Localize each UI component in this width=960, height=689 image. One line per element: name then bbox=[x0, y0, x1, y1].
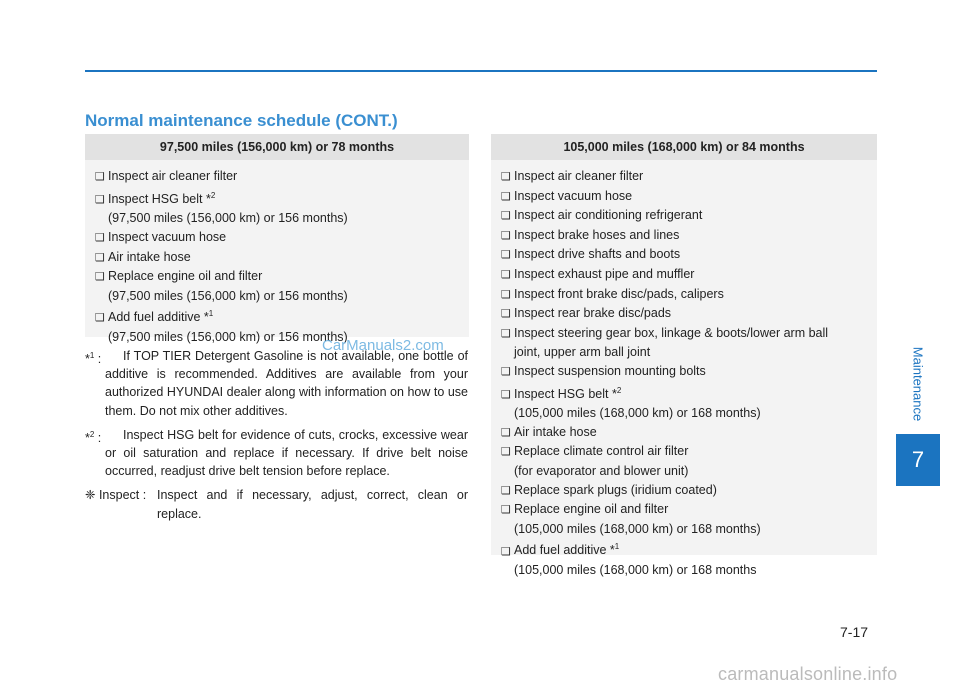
footnote-text: Inspect HSG belt for evidence of cuts, crocks, excessive wear or oil saturation and replace if necessary. If drive belt noise occurred, readjust drive belt tension before replace. bbox=[105, 427, 468, 479]
checkbox-icon: ❑ bbox=[501, 249, 511, 262]
checkbox-icon: ❑ bbox=[95, 251, 105, 264]
footnote-text: Inspect and if necessary, adjust, correct, clean or replace. bbox=[157, 488, 468, 521]
footnote-2 bbox=[85, 426, 468, 481]
schedule-item-text: Inspect HSG belt * bbox=[108, 191, 211, 206]
top-divider bbox=[85, 70, 877, 72]
checkbox-icon: ❑ bbox=[501, 210, 511, 223]
schedule-item bbox=[95, 187, 459, 210]
footnotes bbox=[85, 347, 468, 529]
schedule-item bbox=[501, 304, 867, 324]
schedule-item bbox=[501, 500, 867, 520]
schedule-item-text: Air intake hose bbox=[108, 249, 191, 264]
schedule-item bbox=[501, 481, 867, 501]
chapter-label-text: Maintenance bbox=[910, 346, 926, 422]
schedule-table-97500 bbox=[85, 134, 469, 345]
schedule-item-note: (97,500 miles (156,000 km) or 156 months) bbox=[108, 330, 348, 345]
schedule-item bbox=[501, 324, 867, 344]
checkbox-icon: ❑ bbox=[501, 190, 511, 203]
schedule-item bbox=[501, 423, 867, 443]
footer-watermark: carmanualsonline.info bbox=[718, 664, 898, 684]
schedule-item-text: Inspect air conditioning refrigerant bbox=[514, 208, 703, 223]
schedule-item-text: Inspect front brake disc/pads, calipers bbox=[514, 286, 724, 301]
schedule-heading bbox=[85, 134, 469, 160]
schedule-item-list bbox=[85, 160, 469, 347]
schedule-heading bbox=[491, 134, 877, 160]
schedule-item bbox=[501, 265, 867, 285]
schedule-item bbox=[501, 226, 867, 246]
checkbox-icon: ❑ bbox=[501, 308, 511, 321]
schedule-item-note: (97,500 miles (156,000 km) or 156 months) bbox=[108, 211, 348, 226]
footnote-marker: *$^2$ : bbox=[85, 429, 102, 445]
chapter-label bbox=[910, 342, 926, 426]
checkbox-icon: ❑ bbox=[501, 171, 511, 183]
checkbox-icon: ❑ bbox=[501, 545, 511, 558]
schedule-item bbox=[501, 167, 867, 187]
schedule-table-105000 bbox=[491, 134, 877, 578]
schedule-item-text: Inspect drive shafts and boots bbox=[514, 247, 681, 262]
checkbox-icon: ❑ bbox=[501, 229, 511, 242]
schedule-item-text: Replace engine oil and filter bbox=[108, 269, 263, 284]
schedule-item-text: Add fuel additive * bbox=[514, 543, 615, 558]
schedule-item bbox=[95, 167, 459, 187]
schedule-item-text: Inspect steering gear box, linkage & boots/lower arm ball bbox=[514, 325, 829, 340]
schedule-item-text: Inspect HSG belt * bbox=[514, 386, 617, 401]
schedule-item bbox=[501, 442, 867, 462]
schedule-item bbox=[501, 245, 867, 265]
schedule-item-list bbox=[491, 160, 877, 580]
schedule-item-text: Replace engine oil and filter bbox=[514, 502, 669, 517]
checkbox-icon: ❑ bbox=[501, 327, 511, 340]
schedule-item bbox=[501, 206, 867, 226]
schedule-item bbox=[95, 228, 459, 248]
schedule-heading-label: 105,000 miles (168,000 km) or 84 months bbox=[563, 140, 805, 154]
schedule-item-note: (for evaporator and blower unit) bbox=[514, 464, 689, 479]
footnote-ref: 2 bbox=[616, 385, 622, 395]
footnote-ref: 1 bbox=[614, 542, 620, 552]
schedule-item-note: (105,000 miles (168,000 km) or 168 months) bbox=[514, 406, 761, 421]
checkbox-icon: ❑ bbox=[501, 365, 511, 378]
checkbox-icon: ❑ bbox=[501, 288, 511, 301]
schedule-item-note: (97,500 miles (156,000 km) or 156 months) bbox=[108, 288, 348, 303]
checkbox-icon: ❑ bbox=[95, 312, 105, 325]
schedule-item bbox=[501, 187, 867, 207]
checkbox-icon: ❑ bbox=[501, 388, 511, 401]
page-number: 7-17 bbox=[840, 624, 869, 640]
schedule-item-note: joint, upper arm ball joint bbox=[514, 345, 651, 360]
schedule-item-text: Inspect suspension mounting bolts bbox=[514, 363, 706, 378]
section-title: Normal maintenance schedule (CONT.) bbox=[85, 111, 398, 130]
checkbox-icon: ❑ bbox=[95, 271, 105, 284]
footnote-1 bbox=[85, 347, 468, 420]
schedule-item-text: Inspect air cleaner filter bbox=[514, 169, 644, 183]
footnote-ref: 1 bbox=[208, 309, 214, 319]
schedule-item-text: Add fuel additive * bbox=[108, 310, 209, 325]
schedule-heading-label: 97,500 miles (156,000 km) or 78 months bbox=[159, 140, 395, 154]
footnote-text: If TOP TIER Detergent Gasoline is not available, one bottle of additive is recommended. Additives are available from your authorized HYUNDAI dealer along with information on how to use them. Do not mix other additives. bbox=[105, 349, 468, 418]
schedule-item-text: Inspect air cleaner filter bbox=[108, 169, 238, 183]
schedule-item-text: Inspect rear brake disc/pads bbox=[514, 306, 672, 321]
checkbox-icon: ❑ bbox=[501, 504, 511, 517]
chapter-tab: 7 bbox=[896, 434, 940, 486]
schedule-item bbox=[95, 305, 459, 328]
schedule-item-text: Replace spark plugs (iridium coated) bbox=[514, 482, 717, 497]
schedule-item-text: Inspect vacuum hose bbox=[514, 188, 633, 203]
checkbox-icon: ❑ bbox=[501, 446, 511, 459]
schedule-item bbox=[95, 267, 459, 287]
checkbox-icon: ❑ bbox=[95, 171, 105, 183]
schedule-item bbox=[501, 362, 867, 382]
schedule-item bbox=[501, 538, 867, 561]
checkbox-icon: ❑ bbox=[501, 268, 511, 281]
footnote-3 bbox=[85, 486, 468, 522]
schedule-item bbox=[95, 248, 459, 268]
schedule-item-note: (105,000 miles (168,000 km) or 168 months) bbox=[514, 521, 761, 536]
schedule-item-note: (105,000 miles (168,000 km) or 168 months bbox=[514, 563, 757, 578]
checkbox-icon: ❑ bbox=[95, 193, 105, 206]
watermark: CarManuals2.com bbox=[322, 337, 444, 354]
checkbox-icon: ❑ bbox=[501, 484, 511, 497]
schedule-item-text: Air intake hose bbox=[514, 424, 597, 439]
schedule-item-text: Inspect brake hoses and lines bbox=[514, 227, 680, 242]
schedule-item bbox=[501, 285, 867, 305]
footnote-marker: ❈ Inspect : bbox=[85, 488, 147, 503]
checkbox-icon: ❑ bbox=[501, 426, 511, 439]
schedule-item-text: Inspect vacuum hose bbox=[108, 229, 227, 244]
schedule-item-text: Replace climate control air filter bbox=[514, 444, 689, 459]
schedule-item-text: Inspect exhaust pipe and muffler bbox=[514, 266, 695, 281]
footnote-ref: 2 bbox=[210, 190, 216, 200]
schedule-item bbox=[501, 382, 867, 405]
footnote-marker: *$^1$ : bbox=[85, 351, 102, 367]
checkbox-icon: ❑ bbox=[95, 231, 105, 244]
